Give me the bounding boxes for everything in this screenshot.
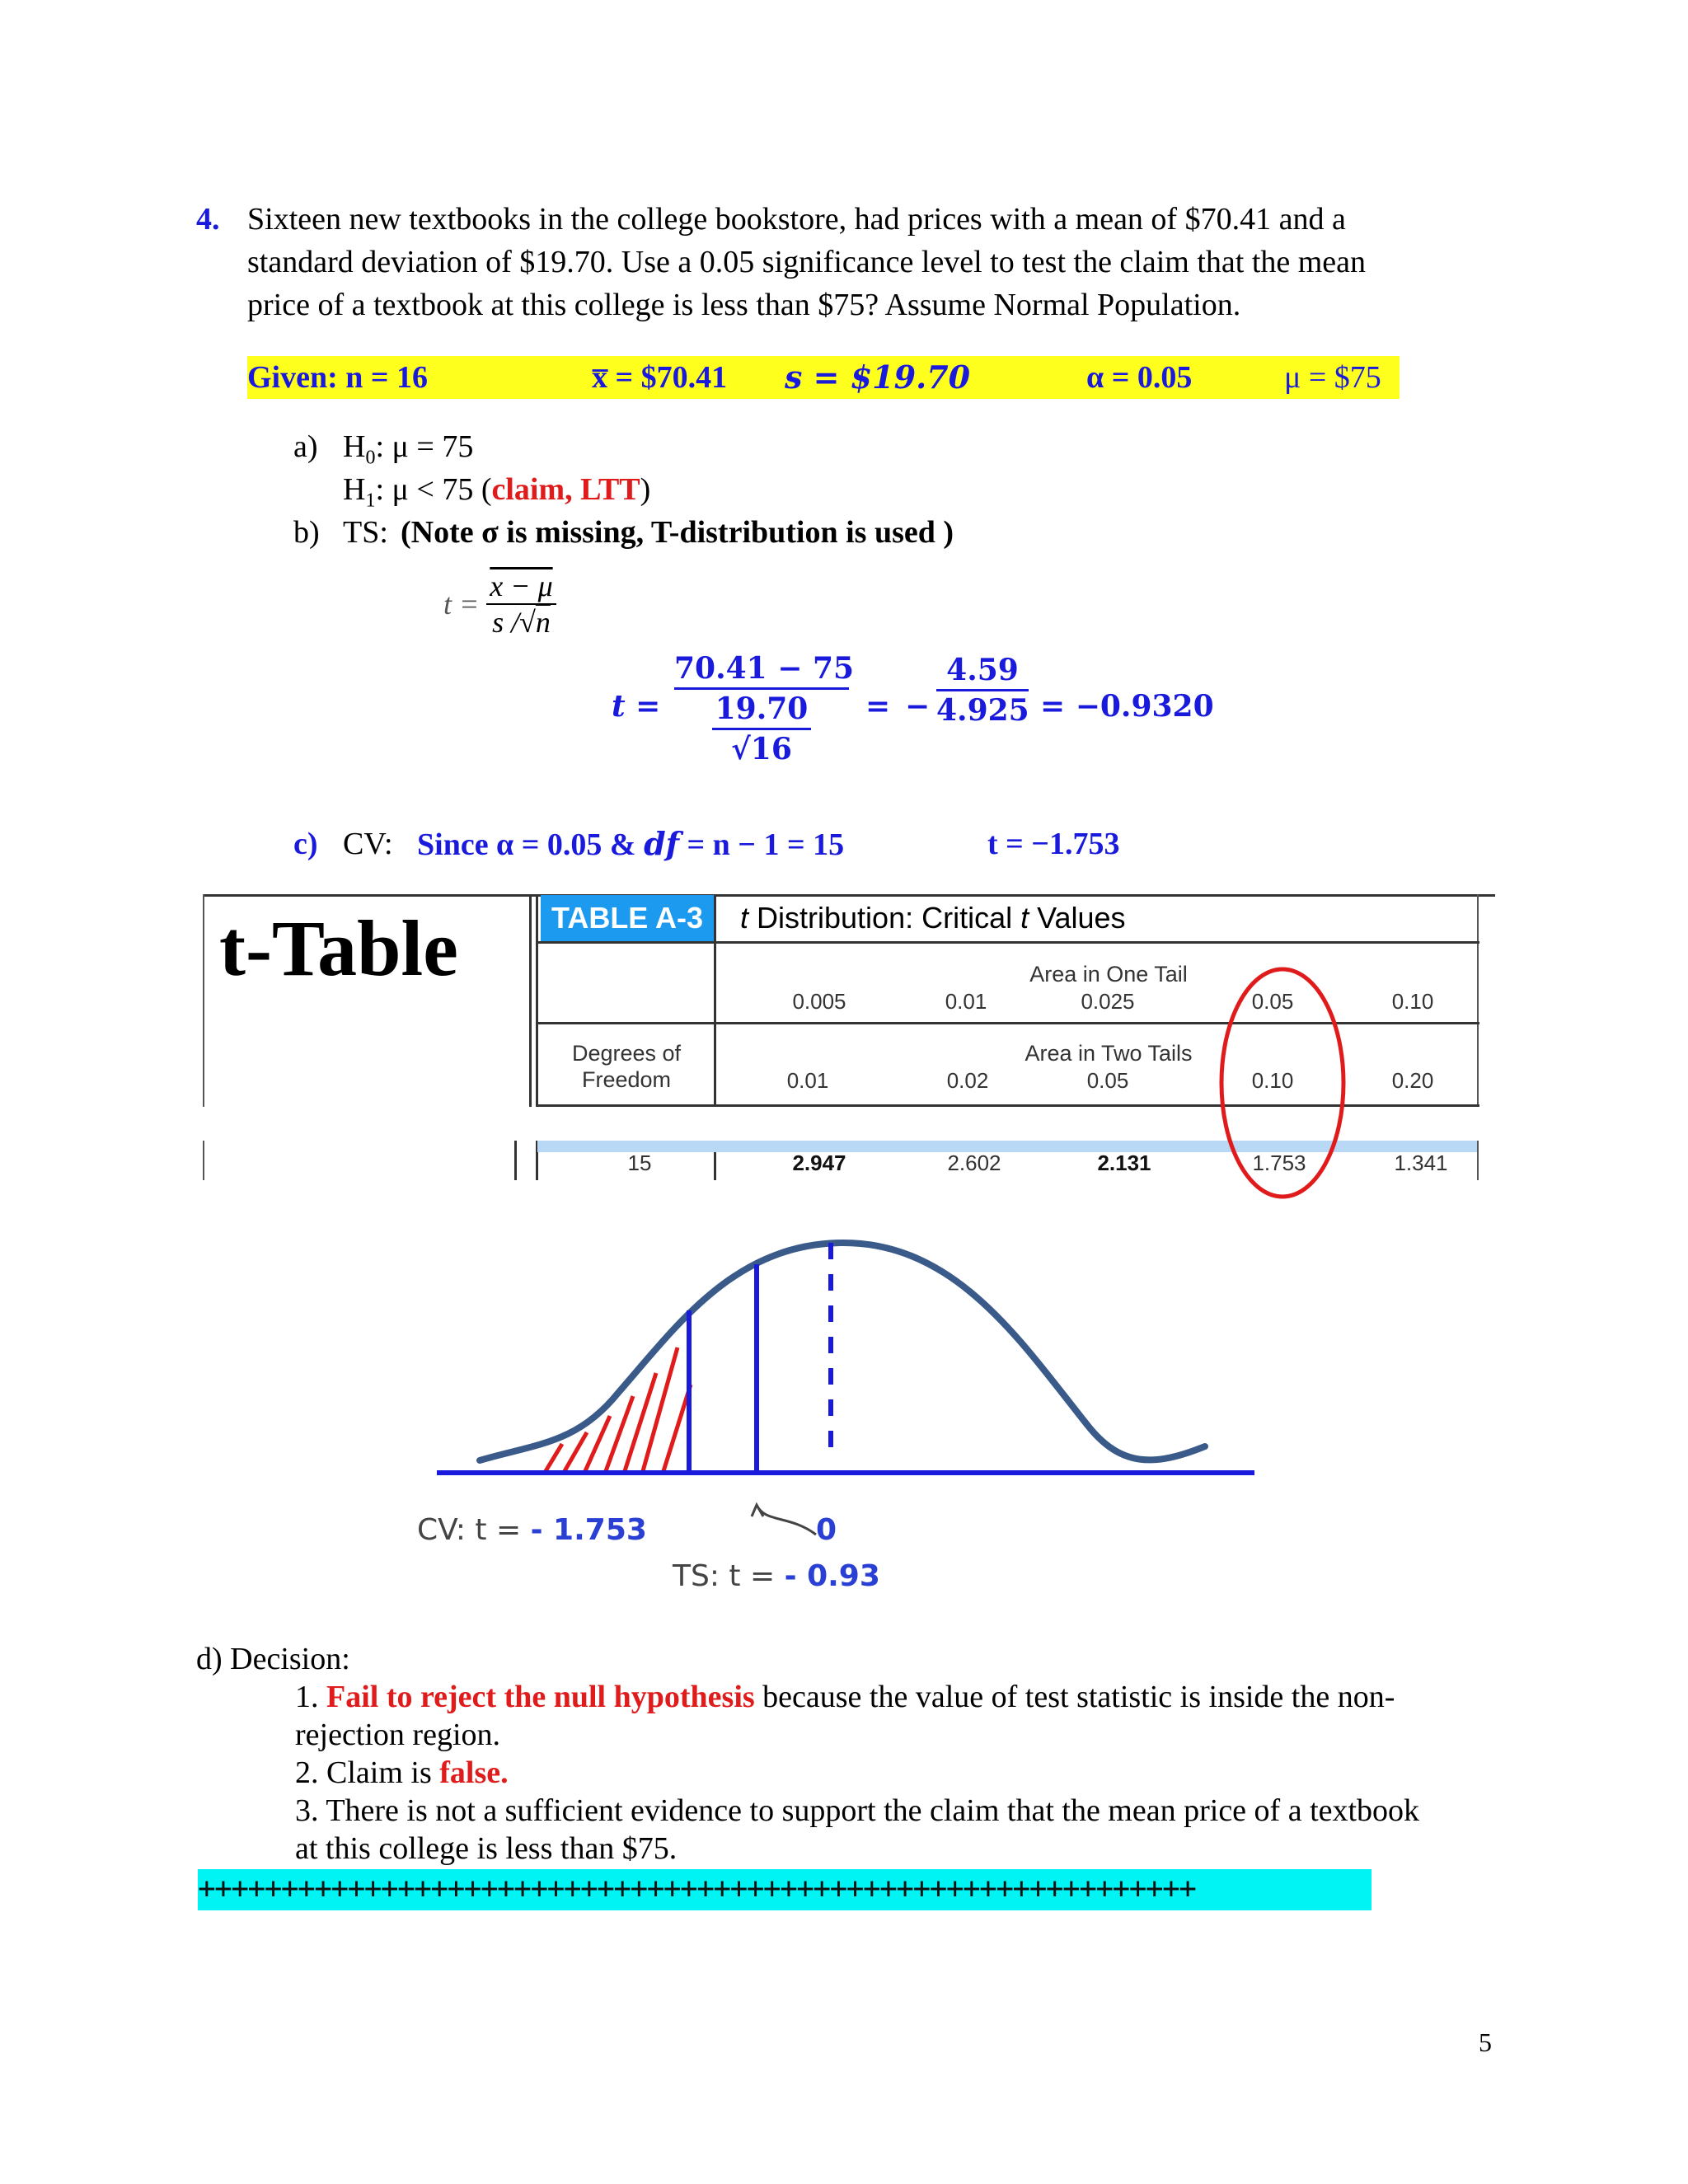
- one-tail-0: 0.005: [792, 989, 846, 1014]
- df-label-2: Freedom: [581, 1067, 672, 1092]
- row-val-3: 1.753: [1252, 1151, 1306, 1175]
- part-c-label: c): [293, 827, 318, 861]
- t-calc-fraction: [674, 649, 855, 768]
- one-tail-label: Area in One Tail: [1029, 962, 1188, 987]
- given-bar: [247, 356, 1400, 399]
- one-tail-2: 0.025: [1081, 989, 1135, 1014]
- zero-annotation: 0: [816, 1513, 837, 1547]
- row-val-1: 2.602: [947, 1151, 1001, 1175]
- ts-annotation: TS: t = - 0.93: [673, 1559, 880, 1593]
- cv-since: Since α = 0.05 & df = n − 1 = 15: [417, 825, 845, 862]
- part-b-label: b): [293, 515, 320, 550]
- decision-item-3: 3. There is not a sufficient evidence to support the claim that the mean price of a textbook: [295, 1793, 1420, 1828]
- given-alpha: α = 0.05: [1086, 360, 1193, 395]
- t-calc-fraction-2: [936, 651, 1029, 729]
- ts-label: TS:: [343, 515, 388, 550]
- h0-sub: 0: [365, 447, 376, 469]
- h1-claim: claim, LTT: [491, 472, 640, 507]
- t-calc-lhs: t =: [612, 689, 661, 724]
- given-xbar: [592, 356, 727, 399]
- problem-line-1: Sixteen new textbooks in the college bookstore, had prices with a mean of $70.41 and a: [247, 202, 1346, 237]
- two-tail-3: 0.10: [1251, 1068, 1294, 1093]
- two-tail-0: 0.01: [786, 1068, 829, 1093]
- row-val-0: 2.947: [792, 1151, 846, 1175]
- given-xbar-value: = $70.41: [607, 360, 728, 395]
- problem-number: 4.: [196, 202, 220, 237]
- rejection-shading: [546, 1347, 691, 1471]
- t-calc-den-num: 19.70: [715, 691, 809, 726]
- t-formula-fraction: [486, 569, 556, 640]
- problem-line-3: price of a textbook at this college is less than $75? Assume Normal Population.: [247, 288, 1241, 322]
- cv-label: CV:: [343, 827, 393, 861]
- row-val-2: 2.131: [1097, 1151, 1151, 1175]
- decision-item-1-line-2: rejection region.: [295, 1718, 501, 1752]
- table-badge: TABLE A-3: [541, 895, 714, 941]
- h1-text: : μ < 75 (: [375, 472, 492, 507]
- decision-item-2: 2. Claim is false.: [295, 1755, 509, 1790]
- h1-sub: 1: [365, 490, 376, 512]
- two-tail-2: 0.05: [1086, 1068, 1129, 1093]
- cv-annotation: CV: t = - 1.753: [417, 1513, 647, 1547]
- t-formula: [443, 569, 556, 640]
- t-formula-numerator: x − μ: [490, 569, 553, 602]
- t-calc-frac2-den: 4.925: [936, 693, 1029, 728]
- t-calc-minus: −: [905, 689, 931, 724]
- h1-label: H: [343, 472, 366, 507]
- decision-title: d) Decision:: [196, 1642, 350, 1676]
- table-caption: t Distribution: Critical t Values: [740, 901, 1126, 935]
- given-s: s = $19.70: [785, 359, 971, 396]
- h1-close: ): [640, 472, 651, 507]
- cv-t-value: t = −1.753: [987, 827, 1120, 861]
- t-calc-eq1: =: [865, 689, 891, 724]
- t-distribution-diagram: [412, 1228, 1286, 1500]
- h0-text: : μ = 75: [375, 429, 474, 464]
- decision-item-1: 1. Fail to reject the null hypothesis because the value of test statistic is inside the non-: [295, 1680, 1395, 1714]
- one-tail-4: 0.10: [1391, 989, 1434, 1014]
- part-a-label: a): [293, 429, 318, 464]
- two-tail-label: Area in Two Tails: [1025, 1041, 1193, 1066]
- df-label-1: Degrees of: [571, 1041, 682, 1066]
- given-xbar-symbol: x̅: [592, 360, 607, 395]
- t-calc-result: = −0.9320: [1040, 689, 1214, 724]
- t-formula-lhs: t =: [443, 588, 480, 621]
- t-curve: [480, 1243, 1205, 1460]
- t-calc-den-den: √16: [731, 732, 792, 766]
- t-calc-numerator: 70.41 − 75: [674, 651, 855, 686]
- h0-label: H: [343, 429, 366, 464]
- page-number: 5: [1479, 2027, 1492, 2057]
- decision-item-3-line-2: at this college is less than $75.: [295, 1831, 678, 1866]
- two-tail-4: 0.20: [1391, 1068, 1434, 1093]
- table-left-border: [203, 894, 204, 1107]
- ts-note: (Note σ is missing, T-distribution is used ): [401, 515, 954, 550]
- t-formula-denominator: s /√n: [492, 606, 551, 639]
- highlight-ellipse: [1208, 963, 1357, 1203]
- one-tail-1: 0.01: [945, 989, 987, 1014]
- t-table-title: t-Table: [219, 904, 458, 992]
- given-n: Given: n = 16: [247, 360, 429, 395]
- given-mu: μ = $75: [1284, 360, 1381, 395]
- row-val-4: 1.341: [1394, 1151, 1448, 1175]
- one-tail-3: 0.05: [1251, 989, 1294, 1014]
- problem-line-2: standard deviation of $19.70. Use a 0.05 significance level to test the claim that the mean: [247, 245, 1367, 279]
- separator-bar: ++++++++++++++++++++++++++++++++++++++++++++++++++++++++++++: [198, 1869, 1372, 1910]
- row-df-15: 15: [627, 1151, 652, 1175]
- t-calc-frac2-num: 4.59: [946, 653, 1019, 687]
- two-tail-1: 0.02: [946, 1068, 989, 1093]
